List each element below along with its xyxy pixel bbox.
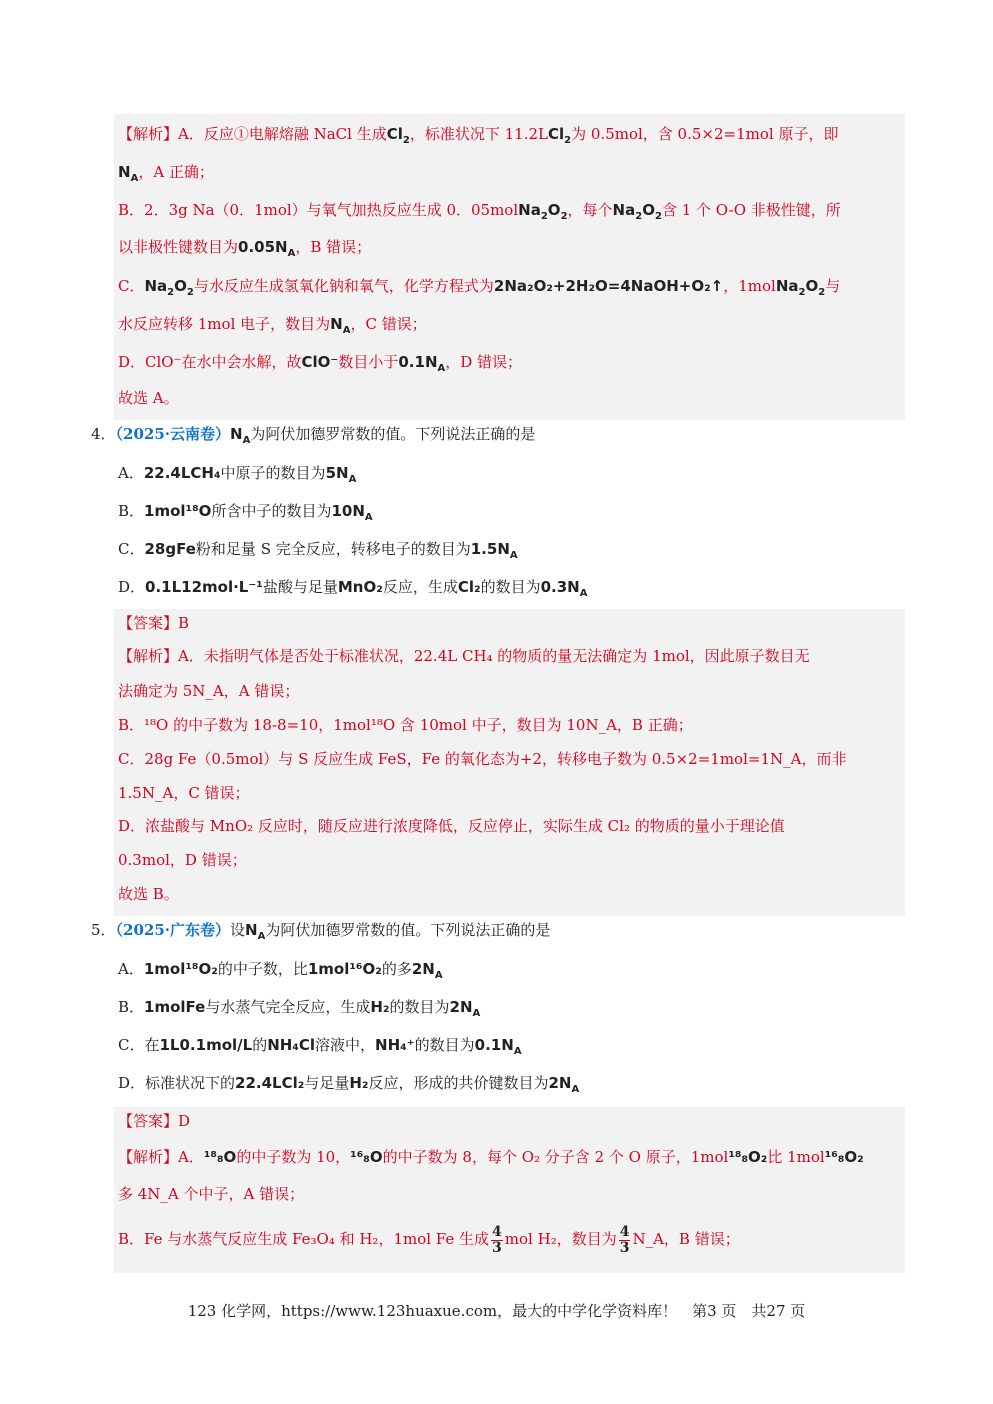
q4-stem: 4．（2025·云南卷）$N_A$为阿伏加德罗常数的值。下列说法正确的是 [91,425,536,446]
q4-option-a: A．22.4LCH₄中原子的数目为$5N_A$ [118,464,357,485]
q5-option-d: D．标准状况下的22.4LCl₂与足量H₂反应，形成的共价键数目为$2N_A$ [118,1074,580,1095]
q3-explain-line-4: 以非极性键数目为$0.05N_A$，B 错误； [118,238,372,259]
q5-answer: 【答案】D [118,1112,191,1130]
q3-explain-line-3: B．2．3g Na（0．1mol）与氧气加热反应生成 0．$05molNa_2O_2$，每个$Na_2O_2$含 1 个 O-O 非极性键，所 [118,201,841,222]
q3-explain-line-8: 故选 A。 [118,389,179,407]
q5-option-a: A．1mol¹⁸O₂的中子数，比1mol¹⁶O₂的多$2N_A$ [118,960,443,981]
q3-explain-line-5: C．$Na_2O_2$与水反应生成氢氧化钠和氧气，化学方程式为2Na₂O₂+2H₂O=4NaOH+O₂↑，$1molNa_2O_2$与 [118,277,841,298]
page-footer: 123 化学网，https://www.123huaxue.com，最大的中学化学资料库！ 第3 页 共27 页 [187,1302,806,1320]
q5-stem: 5．（2025·广东卷）设$N_A$为阿伏加德罗常数的值。下列说法正确的是 [91,921,551,942]
q4-option-c: C．28gFe粉和足量 S 完全反应，转移电子的数目为$1.5N_A$ [118,540,518,561]
q3-explain-line-2: $N_A$，A 正确； [118,163,214,184]
fraction-4-3-second: $\frac{4}{3}$ [619,1223,630,1256]
q3-explain-line-7: D．ClO⁻在水中会水解，故ClO⁻数目小于$0.1N_A$，D 错误； [118,353,523,374]
q5-explain-line-2: 多 4N_A 个中子，A 错误； [118,1185,305,1203]
q4-explain-line-6: D．浓盐酸与 MnO₂ 反应时，随反应进行浓度降低，反应停止，实际生成 Cl₂ 的物质的量小于理论值 [118,817,785,835]
q3-explain-line-6: 水反应转移 1mol 电子，数目为$N_A$，C 错误； [118,315,427,336]
q5-option-b: B．1molFe与水蒸气完全反应，生成H₂的数目为$2N_A$ [118,998,481,1019]
q5-option-c: C．在1L0.1mol/L的NH₄Cl溶液中，NH₄⁺的数目为$0.1N_A$ [118,1036,522,1057]
q3-explain-line-1: 【解析】A．反应①电解熔融 NaCl 生成$Cl_2$，标准状况下 11.2LCl$_2$为 0.5mol，含 0.5×2=1mol 原子，即 [118,125,839,146]
q4-explain-line-4: C．28g Fe（0.5mol）与 S 反应生成 FeS，Fe 的氧化态为+2，转移电子数为 0.5×2=1mol=1N_A，而非 [118,750,847,768]
q4-explain-line-2: 法确定为 5N_A，A 错误； [118,682,300,700]
q4-option-b: B．1mol¹⁸O所含中子的数目为$10N_A$ [118,502,373,523]
q5-explain-line-3: B．Fe 与水蒸气反应生成 Fe₃O₄ 和 H₂，1mol Fe 生成 $\frac{4}{3}$ mol H₂，数目为 $\frac{4}{3}$ N_A，B 错误； [118,1223,740,1256]
q4-explain-line-3: B．¹⁸O 的中子数为 18-8=10，1mol¹⁸O 含 10mol 中子，数目为 10N_A，B 正确； [118,716,693,734]
q4-explain-line-7: 0.3mol，D 错误； [118,851,247,869]
q4-answer: 【答案】B [118,614,190,632]
q4-explain-line-1: 【解析】A．未指明气体是否处于标准状况，22.4L CH₄ 的物质的量无法确定为 1mol，因此原子数目无 [118,647,810,665]
q4-option-d: D．0.1L12mol·L⁻¹盐酸与足量MnO₂反应，生成Cl₂的数目为$0.3N_A$ [118,578,588,599]
fraction-4-3: $\frac{4}{3}$ [492,1223,502,1256]
q4-explain-line-5: 1.5N_A，C 错误； [118,784,250,802]
q5-explain-line-1: 【解析】A．¹⁸₈O的中子数为 10，¹⁶₈O的中子数为 8，每个 O₂ 分子含 2 个 O 原子，1mol¹⁸₈O₂比 1mol¹⁶₈O₂ [118,1148,864,1166]
q4-explain-line-8: 故选 B。 [118,885,179,903]
